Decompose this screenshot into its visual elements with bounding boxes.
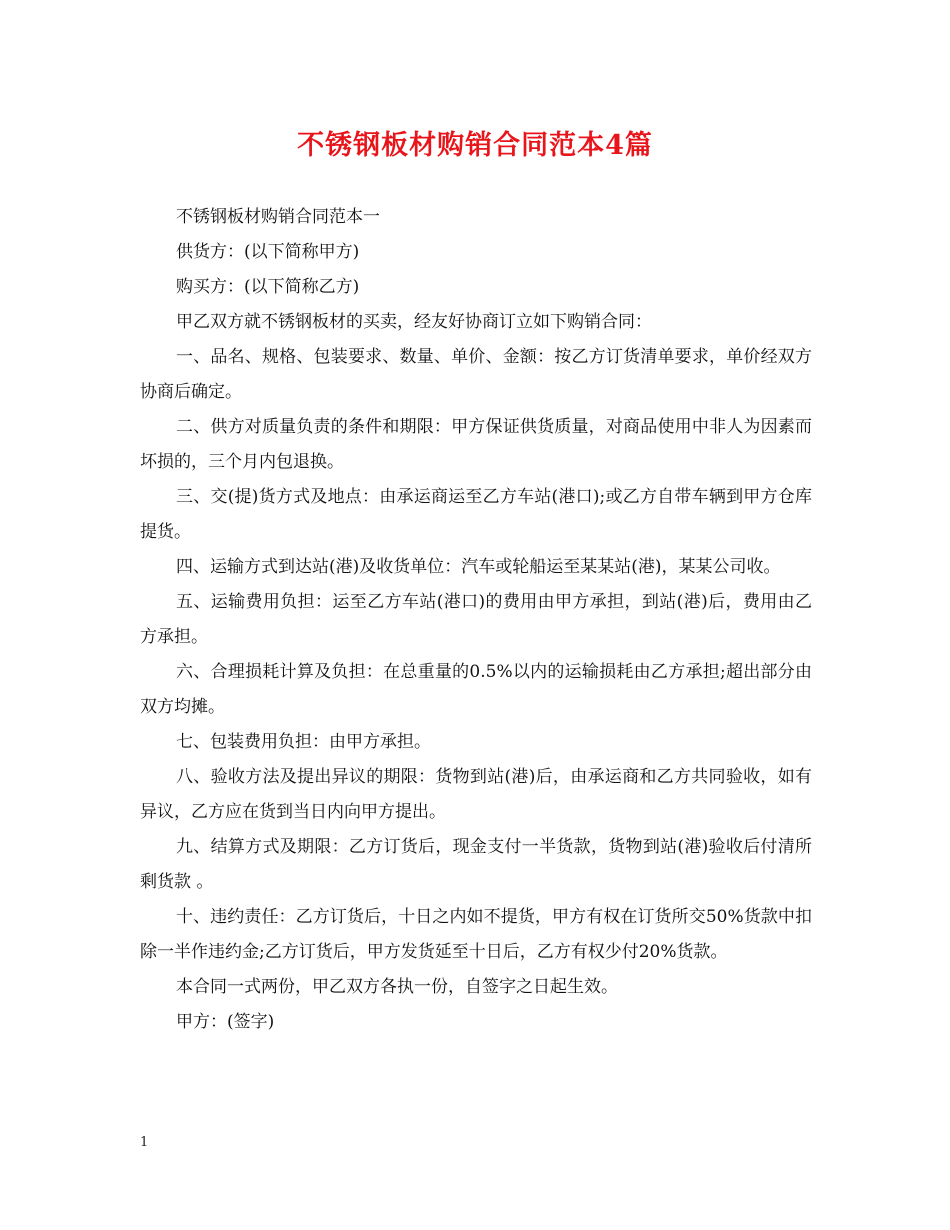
paragraph-supplier: 供货方：(以下简称甲方) <box>176 242 360 262</box>
paragraph-clause-4: 四、运输方式到达站(港)及收货单位：汽车或轮船运至某某站(港)，某某公司收。 <box>176 557 781 577</box>
paragraph-clause-9: 九、结算方式及期限：乙方订货后，现金支付一半货款，货物到站(港)验收后付清所剩货款 。 <box>140 837 812 892</box>
document-body <box>140 200 812 1040</box>
document-title: 不锈钢板材购销合同范本4篇 <box>297 130 653 161</box>
paragraph-clause-8: 八、验收方法及提出异议的期限：货物到站(港)后，由承运商和乙方共同验收，如有异议，乙方应在货到当日内向甲方提出。 <box>140 767 812 822</box>
paragraph-clause-2: 二、供方对质量负责的条件和期限：甲方保证供货质量，对商品使用中非人为因素而坏损的，三个月内包退换。 <box>140 417 812 472</box>
paragraph-preamble: 甲乙双方就不锈钢板材的买卖，经友好协商订立如下购销合同： <box>176 312 652 332</box>
paragraph-signature-party-a: 甲方：(签字) <box>176 1012 275 1032</box>
paragraph-buyer: 购买方：(以下简称乙方) <box>176 277 360 297</box>
paragraph-clause-7: 七、包装费用负担：由甲方承担。 <box>176 732 431 752</box>
paragraph-clause-1: 一、品名、规格、包装要求、数量、单价、金额：按乙方订货清单要求，单价经双方协商后确定。 <box>140 347 812 402</box>
paragraph-clause-5: 五、运输费用负担：运至乙方车站(港口)的费用由甲方承担，到站(港)后，费用由乙方承担。 <box>140 592 812 647</box>
paragraph-clause-3: 三、交(提)货方式及地点：由承运商运至乙方车站(港口);或乙方自带车辆到甲方仓库提货。 <box>140 487 812 542</box>
paragraph-section-heading: 不锈钢板材购销合同范本一 <box>176 207 380 227</box>
page-number: 1 <box>140 1135 149 1150</box>
paragraph-clause-6: 六、合理损耗计算及负担：在总重量的0.5%以内的运输损耗由乙方承担;超出部分由双方均摊。 <box>140 662 812 717</box>
paragraph-validity: 本合同一式两份，甲乙双方各执一份，自签字之日起生效。 <box>176 977 618 997</box>
paragraph-clause-10: 十、违约责任：乙方订货后，十日之内如不提货，甲方有权在订货所交50%货款中扣除一半作违约金;乙方订货后，甲方发货延至十日后，乙方有权少付20%货款。 <box>140 907 812 962</box>
